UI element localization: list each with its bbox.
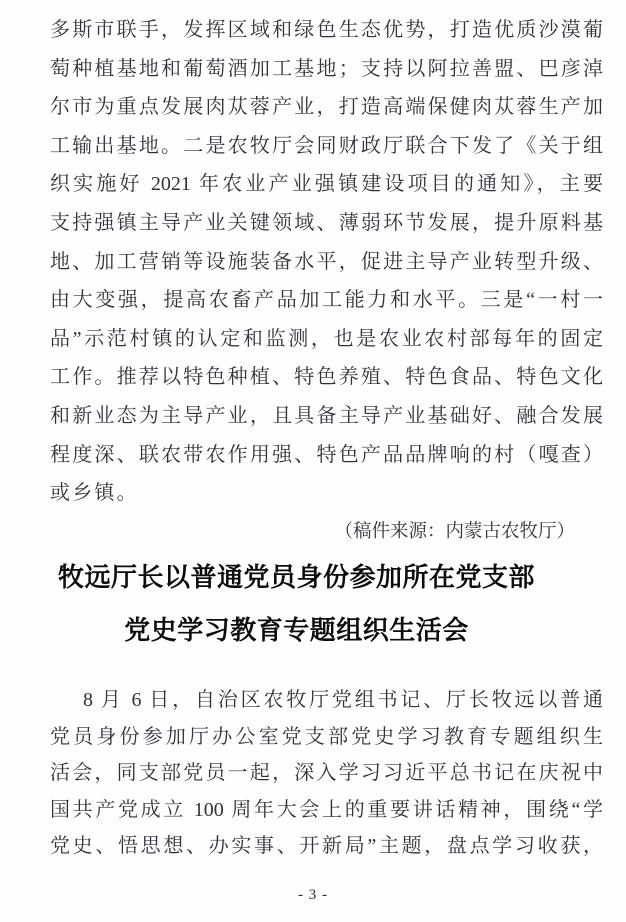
body-line: 活会，同支部党员一起，深入学习习近平总书记在庆祝中 [50, 762, 603, 785]
body-line: 地、加工营销等设施装备水平，促进主导产业转型升级、 [50, 250, 603, 273]
body-line: 或乡镇。 [50, 482, 139, 505]
body-paragraph-2 [50, 682, 603, 865]
page-content [50, 0, 603, 865]
body-line: 织实施好 2021 年农业产业强镇建设项目的通知》，主要 [50, 173, 603, 196]
body-line: 程度深、联农带农作用强、特色产品品牌响的村（嘎查） [50, 443, 603, 466]
body-line: 党员身份参加厅办公室党支部党史学习教育专题组织生 [50, 725, 603, 748]
article-heading [50, 551, 603, 657]
body-line: 国共产党成立 100 周年大会上的重要讲话精神，围绕“学 [50, 798, 603, 821]
page-number: - 3 - [298, 887, 328, 903]
body-line: 和新业态为主导产业，且具备主导产业基础好、融合发展 [50, 404, 603, 427]
article-heading-line-2: 党史学习教育专题组织生活会 [124, 615, 469, 646]
body-line: 萄种植基地和葡萄酒加工基地；支持以阿拉善盟、巴彦淖 [50, 57, 603, 80]
body-line: 品”示范村镇的认定和监测，也是农业农村部每年的固定 [50, 327, 603, 350]
body-line: 工输出基地。二是农牧厅会同财政厅联合下发了《关于组 [50, 134, 603, 157]
body-line: 支持强镇主导产业关键领域、薄弱环节发展，提升原料基 [50, 211, 603, 234]
body-paragraph-1 [50, 11, 603, 513]
body-line: 多斯市联手，发挥区域和绿色生态优势，打造优质沙漠葡 [50, 19, 603, 41]
body-line: 由大变强，提高农畜产品加工能力和水平。三是“一村一 [50, 289, 603, 312]
body-line: 尔市为重点发展肉苁蓉产业，打造高端保健肉苁蓉生产加 [50, 96, 603, 119]
body-line: 党史、悟思想、办实事、开新局”主题，盘点学习收获， [50, 835, 603, 858]
body-line: 8 月 6 日，自治区农牧厅党组书记、厅长牧远以普通 [83, 689, 603, 712]
source-attribution: （稿件来源：内蒙古农牧厅） [334, 521, 575, 542]
body-line: 工作。推荐以特色种植、特色养殖、特色食品、特色文化 [50, 366, 603, 389]
article-heading-line-1: 牧远厅长以普通党员身份参加所在党支部 [57, 562, 535, 593]
